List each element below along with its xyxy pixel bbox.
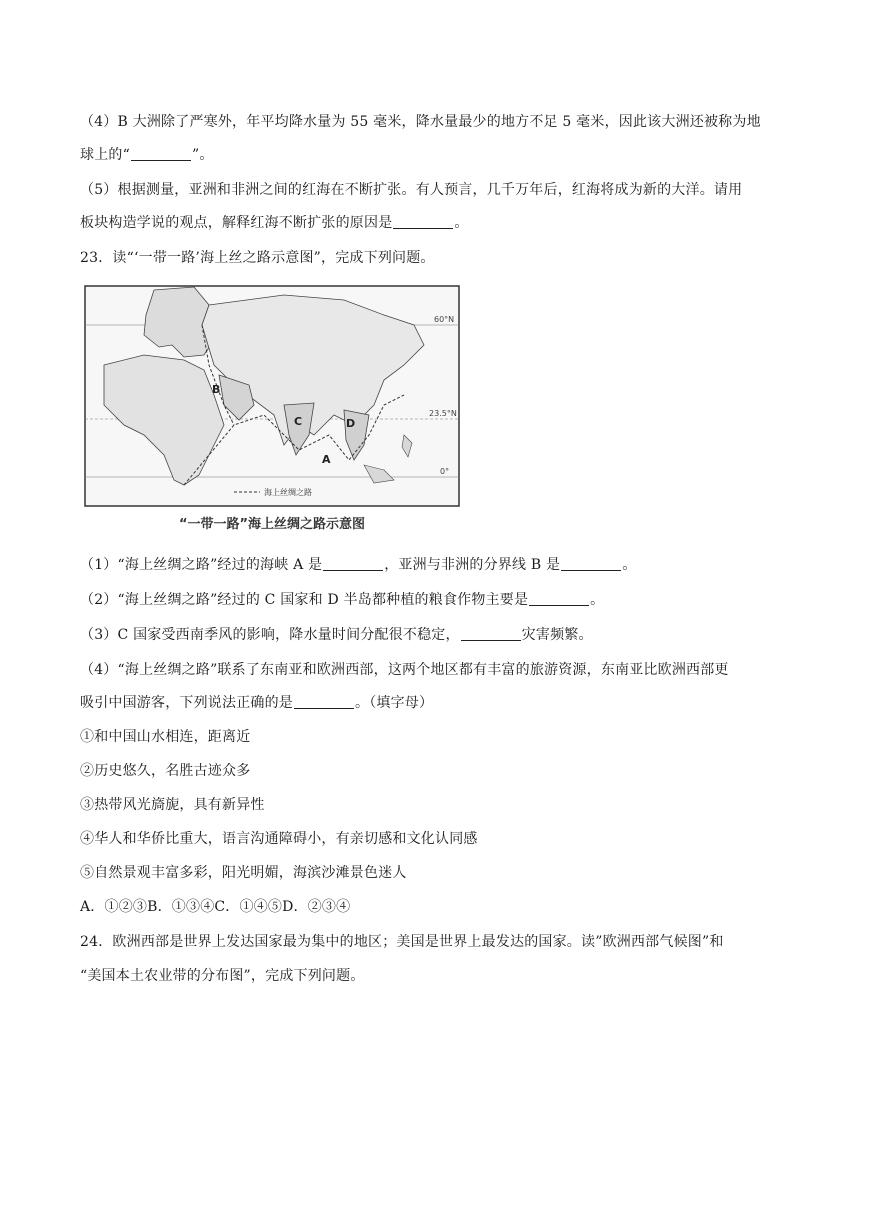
map-letter-a: A (322, 453, 331, 466)
q22-part4-line1: （4）B 大洲除了严寒外，年平均降水量为 55 毫米，降水量最少的地方不足 5 毫米，因此该大洲还被称为地 (80, 114, 761, 130)
answer-blank[interactable] (131, 146, 191, 161)
answer-blank[interactable] (323, 556, 383, 571)
q23-sub4-text: 吸引中国游客，下列说法正确的是 (80, 695, 293, 711)
q23-sub4-end: 。（填字母） (355, 695, 434, 711)
q22-part5-line1: （5）根据测量，亚洲和非洲之间的红海在不断扩张。有人预言，几千万年后，红海将成为新的大洋。请用 (80, 182, 743, 198)
option-5: ⑤自然景观丰富多彩，阳光明媚，海滨沙滩景色迷人 (80, 865, 407, 881)
q23-sub1-mid: ，亚洲与非洲的分界线 B 是 (384, 557, 561, 573)
q23-sub2-end: 。 (590, 592, 605, 608)
map-caption: “一带一路”海上丝绸之路示意图 (178, 517, 366, 532)
lat-60-label: 60°N (434, 315, 455, 324)
q23-sub3-end: 灾害频繁。 (521, 627, 593, 643)
q23-sub3-text: （3）C 国家受西南季风的影响，降水量时间分配很不稳定， (80, 627, 460, 643)
legend-label: 海上丝绸之路 (264, 488, 312, 497)
q22-part4-end: ”。 (191, 147, 214, 163)
q22-part4-text: 球上的“ (80, 147, 130, 163)
option-3: ③热带风光旖旎，具有新异性 (80, 797, 265, 813)
answer-blank[interactable] (529, 591, 589, 606)
q24-line2: “美国本土农业带的分布图”，完成下列问题。 (80, 968, 365, 984)
q23-sub3 (80, 625, 593, 645)
q22-part5-text: 板块构造学说的观点，解释红海不断扩张的原因是 (80, 215, 393, 231)
answer-blank[interactable] (461, 626, 521, 641)
q23-sub2-text: （2）“海上丝绸之路”经过的 C 国家和 D 半岛都种植的粮食作物主要是 (80, 592, 529, 608)
q22-part5-line2 (80, 213, 469, 233)
q23-sub2 (80, 590, 604, 610)
option-4: ④华人和华侨比重大，语言沟通障碍小，有亲切感和文化认同感 (80, 831, 478, 847)
silk-road-map (84, 285, 460, 507)
map-letter-c: C (294, 415, 303, 428)
lat-0-label: 0° (440, 467, 450, 476)
option-2: ②历史悠久，名胜古迹众多 (80, 763, 251, 779)
answer-blank[interactable] (294, 694, 354, 709)
map-letter-d: D (346, 417, 356, 430)
q23-sub1-text: （1）“海上丝绸之路”经过的海峡 A 是 (80, 557, 323, 573)
option-1: ①和中国山水相连，距离近 (80, 729, 251, 745)
answer-blank[interactable] (561, 556, 621, 571)
q23-stem: 23．读“‘一带一路’海上丝之路示意图”，完成下列问题。 (80, 250, 435, 266)
lat-23-label: 23.5°N (429, 409, 457, 418)
q23-sub1-end: 。 (622, 557, 637, 573)
q24-line1: 24．欧洲西部是世界上发达国家最为集中的地区；美国是世界上最发达的国家。读”欧洲西部气候图”和 (80, 934, 724, 950)
q23-sub4-line1: （4）“海上丝绸之路”联系了东南亚和欧洲西部，这两个地区都有丰富的旅游资源，东南亚比欧洲西部更 (80, 662, 729, 678)
answer-choices: A．①②③B．①③④C．①④⑤D．②③④ (80, 899, 351, 915)
map-letter-b: B (212, 383, 221, 396)
q22-part4-line2 (80, 145, 214, 165)
answer-blank[interactable] (393, 214, 453, 229)
q23-sub4-line2 (80, 693, 433, 713)
silk-road-map-figure (84, 285, 460, 541)
q22-part5-end: 。 (454, 215, 469, 231)
q23-sub1 (80, 555, 636, 575)
